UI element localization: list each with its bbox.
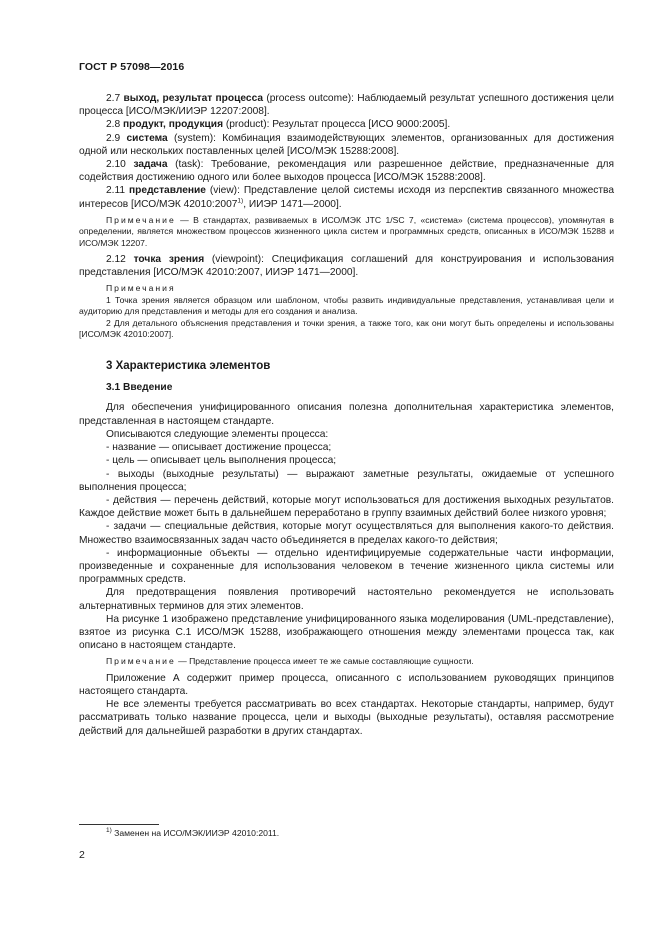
term-definition-end: , ИИЭР 1471—2000]. [243,198,342,210]
footnote-mark: 1) [106,827,112,835]
term-number: 2.9 [106,132,121,144]
term-definition: (view): Представление целой системы исходя из перспектив связанного множества интересов [ИСО/МЭК 42010:2007 [79,185,614,210]
list-item: - информационные объекты — отдельно идентифицируемые содержательные части информации, произведенные и сохраненные для использования человеком в течение жизненного цикла системы или программных средств. [79,547,614,586]
term-2-10 [79,158,614,184]
paragraph: На рисунке 1 изображено представление унифицированного языка моделирования (UML-представление), взятое из рисунка С.1 ИСО/МЭК 15288, изображающего отношения между элементами процесса так, как описано в настоящем стандарте. [79,613,614,652]
note-item: 2 Для детального объяснения представления и точки зрения, а также того, как они могут быть определены и использованы [ИСО/МЭК 42010:2007]. [79,317,614,340]
paragraph: Описываются следующие элементы процесса: [106,428,329,440]
note-label: Примечание [106,214,176,225]
term-2-9 [79,132,614,158]
footnote-divider [79,824,159,825]
term-2-11 [79,184,614,210]
section-heading: 3 Характеристика элементов [106,360,271,373]
term-number: 2.11 [106,185,126,197]
footnote [79,828,614,839]
term-definition: (task): Требование, рекомендация или разрешенное действие, предназначенные для содействия достижению одного или более выходов процесса [ИСО/МЭК 15288:2008]. [79,159,614,184]
list-item: - выходы (выходные результаты) — выражают заметные результаты, ожидаемые от успешного выполнения процесса; [79,468,614,493]
term-2-12 [79,253,614,279]
term-number: 2.7 [106,93,121,104]
document-body [79,92,614,738]
term-number: 2.8 [106,119,121,131]
footnote-text: Заменен на ИСО/МЭК/ИИЭР 42010:2011. [111,828,280,838]
document-header: ГОСТ Р 57098—2016 [79,61,185,73]
term-definition: (process outcome): Наблюдаемый результат успешного достижения цели процесса [ИСО/МЭК/ИИЭР 12207:2008]. [79,93,615,118]
term-definition: (system): Комбинация взаимодействующих элементов, организованных для достижения одной или нескольких поставленных целей [ИСО/МЭК 15288:2008]. [79,132,614,157]
term-definition: (viewpoint): Спецификация соглашений для конструирования и использования представления [ИСО/МЭК 42010:2007, ИИЭР 1471—2000]. [79,254,614,279]
list-item: - название — описывает достижение процесса; [106,442,332,454]
term-number: 2.12 [106,254,126,266]
note-text: — В стандартах, развиваемых в ИСО/МЭК JTC 1/SC 7, «система» (система процессов), упомянутая в определении, является множеством процессов жизненного цикла систем и программных средств, описанных в ИСО/МЭК 15288 и ИСО/МЭК 12207. [79,214,614,248]
page-number: 2 [79,849,85,861]
list-item: - действия — перечень действий, которые могут использоваться для достижения выходных результатов. Каждое действие может быть в дальнейшем переработано в группу взаимных действий более низкого уровня; [79,494,614,520]
term-2-8 [79,118,614,131]
notes-label: Примечания [106,283,176,294]
note-text: — Представление процесса имеет те же самые составляющие сущности. [175,656,474,667]
note-2-11 [79,215,614,249]
term-2-7 [79,92,614,118]
list-item: - цель — описывает цель выполнения процесса; [106,455,337,467]
subsection-heading: 3.1 Введение [106,382,173,394]
paragraph: Приложение А содержит пример процесса, описанного с использованием руководящих принципов настоящего стандарта. [79,672,614,697]
note-label: Примечание [106,656,176,667]
term-name: представление [129,185,206,197]
footnote-ref[interactable]: 1) [237,197,244,205]
paragraph: Для предотвращения появления противоречий настоятельно рекомендуется не использовать альтернативных терминов для этих элементов. [79,587,614,612]
paragraph: Не все элементы требуется рассматривать во всех стандартах. Некоторые стандарты, например, будут рассматривать только название процесса, цели и выходы (выходные результаты), оставляя рассмотрение действий для дальнейшей разработки в других стандартах. [79,699,614,737]
term-number: 2.10 [106,159,126,171]
list-item: - задачи — специальные действия, которые могут осуществляться для выполнения какого-то действия. Множество взаимосвязанных задач часто объединяется в пределах какого-то действия; [79,521,614,546]
paragraph: Для обеспечения унифицированного описания полезна дополнительная характеристика элементов, представленная в настоящем стандарте. [79,402,614,427]
term-name: продукт, продукция [123,119,224,131]
term-name: система [126,132,168,144]
note-item: 1 Точка зрения является образцом или шаблоном, чтобы развить индивидуальные представления, устанавливая цели и аудиторию для представления и методы для его создания и анализа. [79,294,614,317]
term-name: задача [133,159,168,171]
note-section-3 [79,656,614,667]
term-name: точка зрения [133,254,205,266]
term-definition: (product): Результат процесса [ИСО 9000:2005]. [223,119,451,131]
term-name: выход, результат процесса [123,93,264,104]
